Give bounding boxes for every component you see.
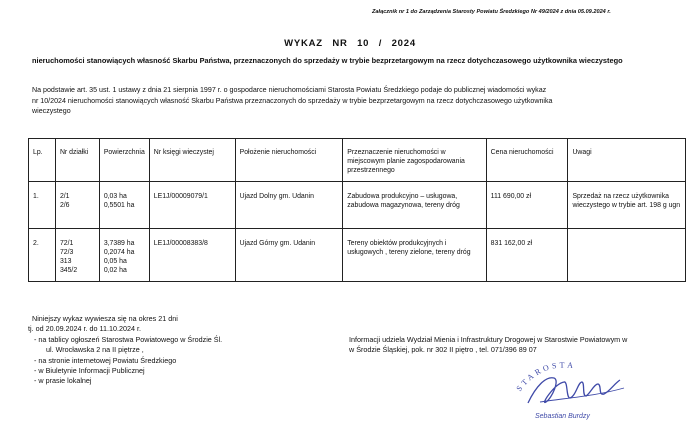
cell-parcels [55,182,99,229]
cell-parcels [55,229,99,282]
cell-notes: Sprzedaż na rzecz użytkownika wieczystego w trybie art. 198 g ugn [568,182,686,229]
cell-areas [99,229,149,282]
cell-location: Ujazd Dolny gm. Udanin [235,182,343,229]
signature-stamp [510,358,630,413]
parcel-number: 72/1 [59,240,74,247]
cell-price: 111 690,00 zł [486,182,568,229]
parcel-area: 3,7389 ha [103,240,135,247]
table-header-row [29,139,686,182]
cell-notes [568,229,686,282]
col-header-area: Powierzchnia [99,139,149,182]
parcel-number: 2/1 [59,193,70,200]
cell-purpose: Zabudowa produkcyjno – usługowa, zabudowa magazynowa, tereny dróg [343,182,486,229]
parcel-area: 0,5501 ha [103,202,135,209]
col-header-location: Położenie nieruchomości [235,139,343,182]
parcel-number: 313 [59,258,72,265]
intro-paragraph [32,85,684,117]
cell-lp: 1. [29,182,56,229]
cell-land-register: LE1J/00009079/1 [149,182,235,229]
parcel-number: 345/2 [59,267,78,274]
cell-purpose: Tereny obiektów produkcyjnych i usługowych , tereny zielone, tereny dróg [343,229,486,282]
posting-place-address: ul. Wrocławska 2 na II piętrze , [46,345,144,355]
signature-scribble [528,378,620,403]
property-table [28,138,686,282]
parcel-area: 0,05 ha [103,258,127,265]
parcel-area: 0,2074 ha [103,249,135,256]
posting-place: - na stronie internetowej Powiatu Średzkiego [34,355,177,365]
cell-lp: 2. [29,229,56,282]
posting-dates: tj. od 20.09.2024 r. do 11.10.2024 r. [28,324,141,333]
posting-places [34,335,222,386]
parcel-area: 0,02 ha [103,267,127,274]
intro-line: wieczystego [32,107,71,115]
intro-line: Na podstawie art. 35 ust. 1 ustawy z dnia 21 sierpnia 1997 r. o gospodarce nieruchomościami Starosta Powiatu Średzkiego podaje do publicznej wiadomości wykaz [32,86,547,94]
col-header-price: Cena nieruchomości [486,139,568,182]
table-row [29,229,686,282]
col-header-lp: Lp. [29,139,56,182]
contact-line: w Środzie Śląskiej, pok. nr 302 II piętro , tel. 071/396 89 07 [349,345,537,355]
document-title: WYKAZ NR 10 / 2024 [284,38,416,49]
col-header-notes: Uwagi [568,139,686,182]
cell-land-register: LE1J/00008383/8 [149,229,235,282]
contact-info [349,335,685,356]
stamp-text: STAROSTA [514,360,577,394]
posting-place: - w Biuletynie Informacji Publicznej [34,365,145,375]
parcel-area: 0,03 ha [103,193,127,200]
signer-name: Sebastian Burdzy [535,413,590,420]
attachment-note: Załącznik nr 1 do Zarządzenia Starosty Powiatu Średzkiego Nr 49/2024 z dnia 05.09.2024 r. [372,9,611,15]
posting-place: - na tablicy ogłoszeń Starostwa Powiatowego w Środzie Śl. [34,335,223,344]
parcel-number: 72/3 [59,249,74,256]
document-subject: nieruchomości stanowiących własność Skarbu Państwa, przeznaczonych do sprzedaży w trybie bezprzetargowym na rzecz dotychczasowego użytkownika wieczystego [32,56,623,65]
cell-price: 831 162,00 zł [486,229,568,282]
parcel-number: 2/6 [59,202,70,209]
col-header-purpose: Przeznaczenie nieruchomości w miejscowym planie zagospodarowania przestrzennego [343,139,486,182]
cell-areas [99,182,149,229]
cell-location: Ujazd Górny gm. Udanin [235,229,343,282]
col-header-parcel: Nr działki [55,139,99,182]
contact-line: Informacji udziela Wydział Mienia i Infrastruktury Drogowej w Starostwie Powiatowym w [349,335,628,344]
posting-period [28,314,178,334]
col-header-land-register: Nr księgi wieczystej [149,139,235,182]
posting-place: - w prasie lokalnej [34,376,92,386]
table-row [29,182,686,229]
posting-period-line: Niniejszy wykaz wywiesza się na okres 21 dni [32,314,178,323]
intro-line: nr 10/2024 nieruchomości stanowiących własność Skarbu Państwa przeznaczonych do sprzedaży w trybie bezprzetargowym na rzecz dotychczasowego użytkownika [32,96,553,105]
